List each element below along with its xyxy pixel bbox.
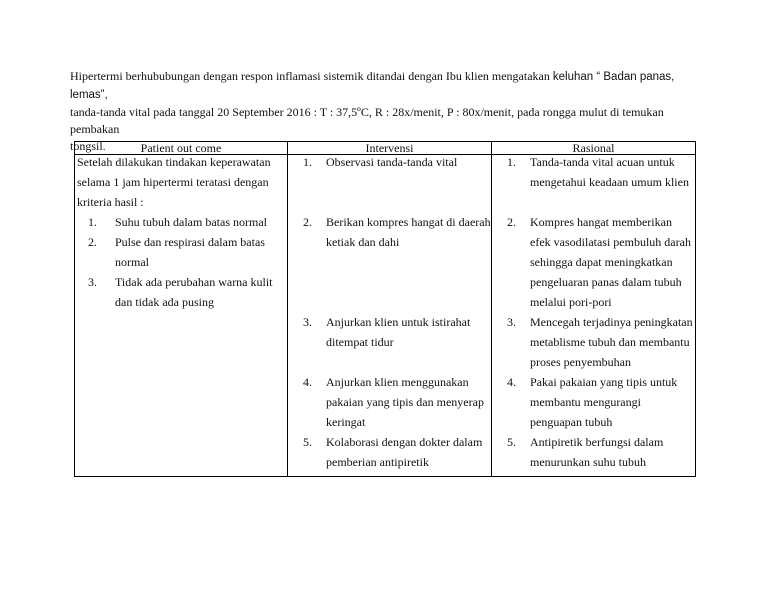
intervention-line: ketiak dan dahi <box>326 235 400 249</box>
rationale-line: Mencegah terjadinya peningkatan <box>530 315 693 329</box>
outcome-criteria-line: normal <box>115 255 149 269</box>
rationale-cell <box>492 155 696 477</box>
header-patient-outcome: Patient out come <box>75 142 288 155</box>
list-number: 5. <box>507 435 516 449</box>
intro-line-3: tongsil. <box>70 139 106 153</box>
outcome-criteria-line: dan tidak ada pusing <box>115 295 214 309</box>
list-number: 4. <box>507 375 516 389</box>
intervention-line: Anjurkan klien untuk istirahat <box>326 315 471 329</box>
rationale-line: membantu mengurangi <box>530 395 641 409</box>
outcome-criteria-line: Pulse dan respirasi dalam batas <box>115 235 265 249</box>
rationale-line: pengeluaran panas dalam tubuh <box>530 275 682 289</box>
rationale-line: Kompres hangat memberikan <box>530 215 672 229</box>
outcome-cell <box>75 155 288 477</box>
rationale-line: Tanda-tanda vital acuan untuk <box>530 155 675 169</box>
outcome-text-line: selama 1 jam hipertermi teratasi dengan <box>77 175 269 189</box>
rationale-line: mengetahui keadaan umum klien <box>530 175 689 189</box>
outcome-criteria-line: Tidak ada perubahan warna kulit <box>115 275 273 289</box>
intervention-cell <box>288 155 492 477</box>
header-rasional: Rasional <box>492 142 696 155</box>
intervention-line: Kolaborasi dengan dokter dalam <box>326 435 483 449</box>
rationale-line: efek vasodilatasi pembuluh darah <box>530 235 691 249</box>
rationale-line: penguapan tubuh <box>530 415 613 429</box>
intervention-line: pemberian antipiretik <box>326 455 429 469</box>
list-number: 4. <box>303 375 312 389</box>
rationale-line: Antipiretik berfungsi dalam <box>530 435 664 449</box>
outcome-text-line: Setelah dilakukan tindakan keperawatan <box>77 155 271 169</box>
intro-text: Hipertermi berhububungan dengan respon inflamasi sistemik ditandai dengan Ibu klien mengatakan <box>70 69 553 83</box>
list-number: 3. <box>507 315 516 329</box>
list-number: 2. <box>303 215 312 229</box>
intervention-line: ditempat tidur <box>326 335 394 349</box>
care-plan-table <box>74 141 696 477</box>
intro-complaint-quote: keluhan “ Badan panas, lemas”, <box>70 71 675 101</box>
intervention-line: Berikan kompres hangat di daerah <box>326 215 491 229</box>
intervention-line: Observasi tanda-tanda vital <box>326 155 458 169</box>
list-number: 3. <box>88 275 97 289</box>
list-number: 1. <box>88 215 97 229</box>
intervention-line: Anjurkan klien menggunakan <box>326 375 469 389</box>
outcome-text-line: kriteria hasil : <box>77 195 144 209</box>
list-number: 2. <box>507 215 516 229</box>
rationale-line: metablisme tubuh dan membantu <box>530 335 690 349</box>
intervention-line: keringat <box>326 415 366 429</box>
rationale-line: proses penyembuhan <box>530 355 631 369</box>
list-number: 1. <box>303 155 312 169</box>
rationale-line: menurunkan suhu tubuh <box>530 455 646 469</box>
list-number: 1. <box>507 155 516 169</box>
table-body-row <box>75 155 696 477</box>
list-number: 2. <box>88 235 97 249</box>
intervention-line: pakaian yang tipis dan menyerap <box>326 395 484 409</box>
rationale-line: Pakai pakaian yang tipis untuk <box>530 375 678 389</box>
intro-line-2: tanda-tanda vital pada tanggal 20 September 2016 : T : 37,5ºC, R : 28x/menit, P : 80x/menit, pada rongga mulut di temukan pembakan <box>70 105 664 136</box>
list-number: 3. <box>303 315 312 329</box>
header-intervensi: Intervensi <box>288 142 492 155</box>
outcome-criteria-line: Suhu tubuh dalam batas normal <box>115 215 267 229</box>
rationale-line: sehingga dapat meningkatkan <box>530 255 673 269</box>
intro-line-1 <box>70 68 710 104</box>
rationale-line: melalui pori-pori <box>530 295 612 309</box>
list-number: 5. <box>303 435 312 449</box>
table-header-row <box>75 142 696 155</box>
